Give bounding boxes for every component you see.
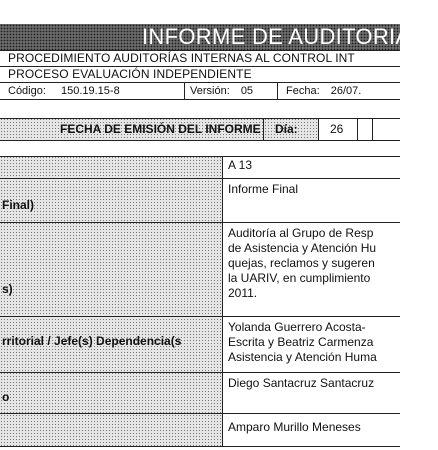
table-cell bbox=[228, 226, 376, 301]
cell-line: Informe Final bbox=[228, 182, 299, 196]
version-field bbox=[190, 85, 253, 97]
code-value: 150.19.15-8 bbox=[60, 85, 120, 97]
version-label: Versión: bbox=[190, 85, 230, 97]
report-title: INFORME DE AUDITORIA IN bbox=[142, 24, 438, 49]
divider bbox=[372, 118, 373, 140]
divider bbox=[0, 140, 400, 141]
date-field bbox=[286, 85, 361, 97]
row-label: s) bbox=[2, 282, 13, 296]
row-label: o bbox=[2, 390, 10, 404]
cell-line: Amparo Murillo Meneses bbox=[228, 420, 361, 434]
row-label: rritorial / Jefe(s) Dependencia(s bbox=[2, 334, 182, 348]
cell-line: la UARIV, en cumplimiento bbox=[228, 271, 371, 285]
divider bbox=[318, 118, 319, 140]
divider bbox=[0, 118, 400, 119]
divider bbox=[0, 413, 400, 414]
cell-line: Asistencia y Atención Huma bbox=[228, 350, 377, 364]
divider bbox=[222, 156, 223, 446]
cell-line: Auditoría al Grupo de Resp bbox=[228, 226, 374, 240]
table-cell bbox=[228, 420, 361, 435]
day-value: 26 bbox=[330, 122, 344, 136]
divider bbox=[0, 82, 400, 83]
cell-line: 2011. bbox=[228, 286, 258, 300]
divider bbox=[0, 372, 400, 373]
divider bbox=[0, 178, 400, 179]
table-cell bbox=[228, 158, 252, 173]
table-cell bbox=[228, 376, 374, 391]
divider bbox=[0, 316, 400, 317]
cell-line: Yolanda Guerrero Acosta- bbox=[228, 320, 366, 334]
cell-line: A 13 bbox=[228, 158, 253, 172]
code-field bbox=[8, 85, 120, 97]
table-cell bbox=[228, 182, 298, 197]
divider bbox=[263, 118, 264, 140]
divider bbox=[184, 82, 185, 99]
divider bbox=[277, 82, 278, 99]
emission-date-label: FECHA DE EMISIÓN DEL INFORME bbox=[60, 122, 261, 136]
cell-line: quejas, reclamos y sugeren bbox=[228, 256, 375, 270]
divider bbox=[0, 156, 400, 157]
report-title-banner bbox=[0, 24, 438, 50]
date-label: Fecha: bbox=[286, 85, 320, 97]
process-title: PROCESO EVALUACIÓN INDEPENDIENTE bbox=[8, 67, 252, 81]
divider bbox=[357, 118, 358, 140]
divider bbox=[0, 222, 400, 223]
day-label: Día: bbox=[275, 122, 298, 136]
date-value: 26/07. bbox=[330, 85, 362, 97]
row-label: Final) bbox=[2, 198, 34, 212]
code-label: Código: bbox=[8, 85, 46, 97]
divider bbox=[0, 99, 400, 100]
divider bbox=[0, 446, 400, 447]
cell-line: de Asistencia y Atención Hu bbox=[228, 241, 377, 255]
cell-line: Diego Santacruz Santacruz bbox=[228, 376, 375, 390]
version-value: 05 bbox=[240, 85, 254, 97]
procedure-title: PROCEDIMIENTO AUDITORÍAS INTERNAS AL CONTROL INT bbox=[8, 51, 355, 65]
table-cell bbox=[228, 320, 377, 365]
cell-line: Escrita y Beatriz Carmenza bbox=[228, 335, 374, 349]
